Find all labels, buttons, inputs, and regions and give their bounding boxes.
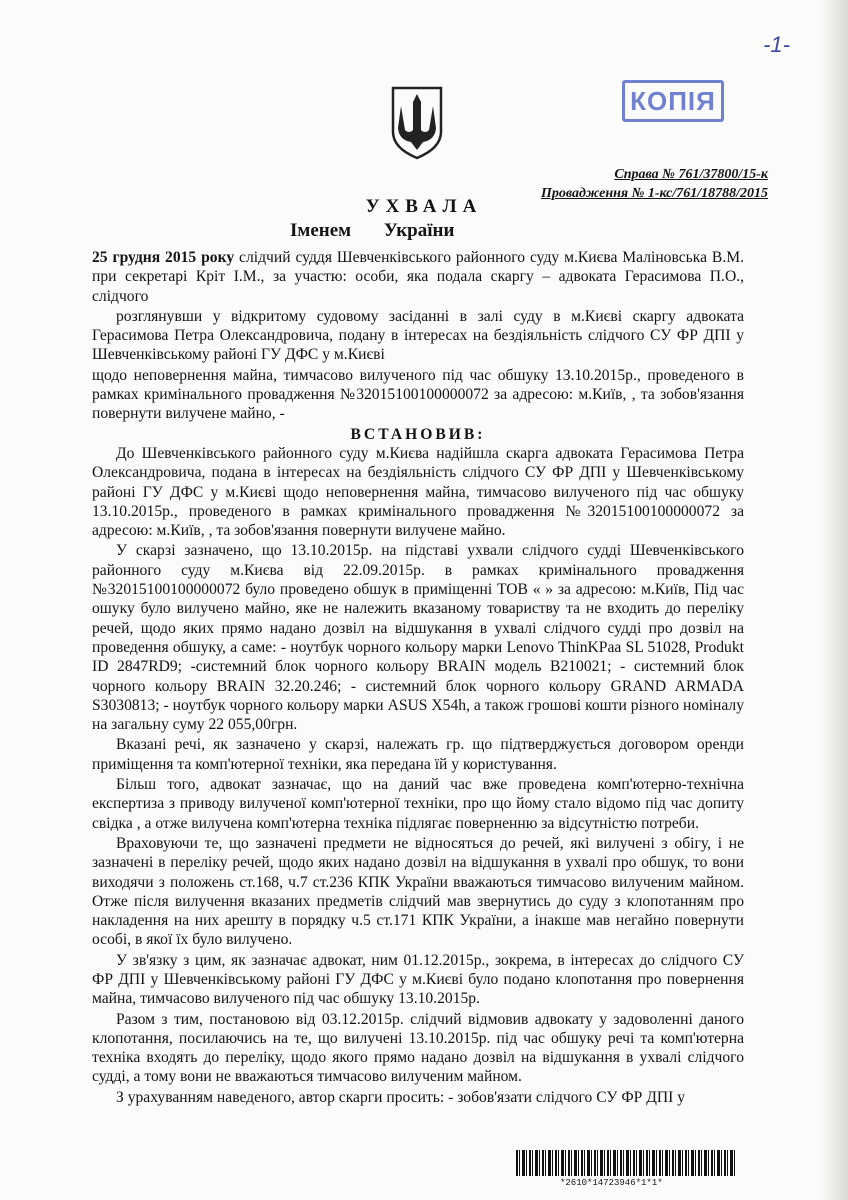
paragraph: У зв'язку з цим, як зазначає адвокат, ним 01.12.2015р., зокрема, в інтересах до слідчого СУ ФР ДПІ у Шевченківському районі ГУ ДФС у м.Києві було подано клопотання про повернення майна, тимчасово вилученого під час обшуку 13.10.2015р.	[92, 951, 744, 1008]
paragraph: У скарзі зазначено, що 13.10.2015р. на підставі ухвали слідчого судді Шевченківського районного суду м.Києва від 22.09.2015р. в рамках кримінального провадження №32015100100000072 було проведено обшук в приміщенні ТОВ « » за адресою: м.Київ, Під час ошуку було вилучено майно, яке не належить вказаному товариству та не входить до переліку речей, щодо яких прямо надано дозвіл на відшукання в ухвалі слідчого судді про дозвіл на проведення обшуку, а саме: - ноутбук чорного кольору марки Lenovo ThinKPaa SL 51028, Produkt ID 2847RD9; -системний блок чорного кольору BRAIN модель B210021; - системний блок чорного кольору BRAIN 32.20.246; - системний блок чорного кольору GRAND ARMADA S3030813; - ноутбук чорного кольору марки ASUS X54h, а також грошові кошти різного номіналу на загальну суму 22 055,00грн.	[92, 542, 744, 734]
paragraph: розглянувши у відкритому судовому засіданні в залі суду в м.Києві скаргу адвоката Герасимова Петра Олександровича, подану в інтересах на бездіяльність слідчого СУ ФР ДПІ у Шевченківському районі ГУ ДФС у м.Києві	[92, 307, 744, 364]
section-heading: ВСТАНОВИВ:	[350, 425, 486, 443]
barcode-text: *2610*14723946*1*1*	[560, 1178, 663, 1188]
hearing-date: 25 грудня 2015 року	[92, 249, 235, 266]
paragraph: Разом з тим, постановою від 03.12.2015р. слідчий відмовив адвокату у задоволенні даного клопотання, посилаючись на те, що вилучені 13.10.2015р. під час обшуку речі та комп'ютерна техніка входять до переліку, щодо якого прямо надано дозвіл на відшукання в ухвалі слідчого судді, а тому вони не вважаються тимчасово вилученим майном.	[92, 1010, 744, 1086]
paragraph: Враховуючи те, що зазначені предмети не відносяться до речей, які вилучені з обігу, і не зазначені в переліку речей, щодо яких надано дозвіл на відшукання в ухвалі про обшук, то вони виходячи з положень ст.168, ч.7 ст.236 КПК України вважаються тимчасово вилученим майном. Отже після вилучення вказаних предметів слідчий мав звернутись до суду з клопотанням про накладення на них арешту в порядку ч.5 ст.171 КПК України, а інакше мав негайно повернути особі, в якої їх було вилучено.	[92, 834, 744, 949]
intro-text: слідчий суддя Шевченківського районного суду м.Києва Маліновська В.М. при секретарі Кріт І.М., за участю: особи, яка подала скаргу – адвоката Герасимова П.О., слідчого	[92, 249, 744, 305]
document-subtitle: Іменем України	[290, 220, 455, 241]
paragraph: Більш того, адвокат зазначає, що на даний час вже проведена комп'ютерно-технічна експертиза з приводу вилученої комп'ютерної техніки, про що йому стало відомо під час допиту свідка , а отже вилучена комп'ютерна техніка підлягає поверненню за відсутністю потреби.	[92, 776, 744, 832]
paragraph: Вказані речі, як зазначено у скарзі, належать гр. що підтверджується договором оренди приміщення та комп'ютерної техніки, яка передана їй у користування.	[92, 736, 744, 773]
page-number: -1-	[763, 32, 790, 57]
paragraph: До Шевченківського районного суду м.Києва надійшла скарга адвоката Герасимова Петра Олександровича, подана в інтересах на бездіяльність слідчого СУ ФР ДПІ у Шевченківському районі ГУ ДФС у м.Києві щодо неповернення майна, тимчасово вилученого під час обшуку 13.10.2015р., проведеного в рамках кримінального провадження №32015100100000072 за адресою: м.Київ, , та зобов'язання повернути вилучене майно.	[92, 444, 744, 540]
proceeding-number: Провадження № 1-кс/761/18788/2015	[540, 186, 768, 201]
page-edge	[820, 0, 848, 1200]
intro-paragraph	[92, 248, 744, 306]
paragraph: щодо неповернення майна, тимчасово вилученого під час обшуку 13.10.2015р., проведеного в рамках кримінального провадження №32015100100000072 за адресою: м.Київ, , та зобов'язання повернути вилучене майно, -	[92, 366, 744, 423]
case-number: Справа № 761/37800/15-к	[614, 167, 768, 182]
ukraine-trident-icon	[389, 84, 445, 160]
copy-stamp: КОПІЯ	[622, 80, 724, 122]
barcode	[516, 1150, 736, 1176]
paragraph: З урахуванням наведеного, автор скарги просить: - зобов'язати слідчого СУ ФР ДПІ у	[116, 1088, 686, 1106]
document-body	[92, 248, 744, 1108]
document-title: УХВАЛА	[365, 196, 483, 217]
